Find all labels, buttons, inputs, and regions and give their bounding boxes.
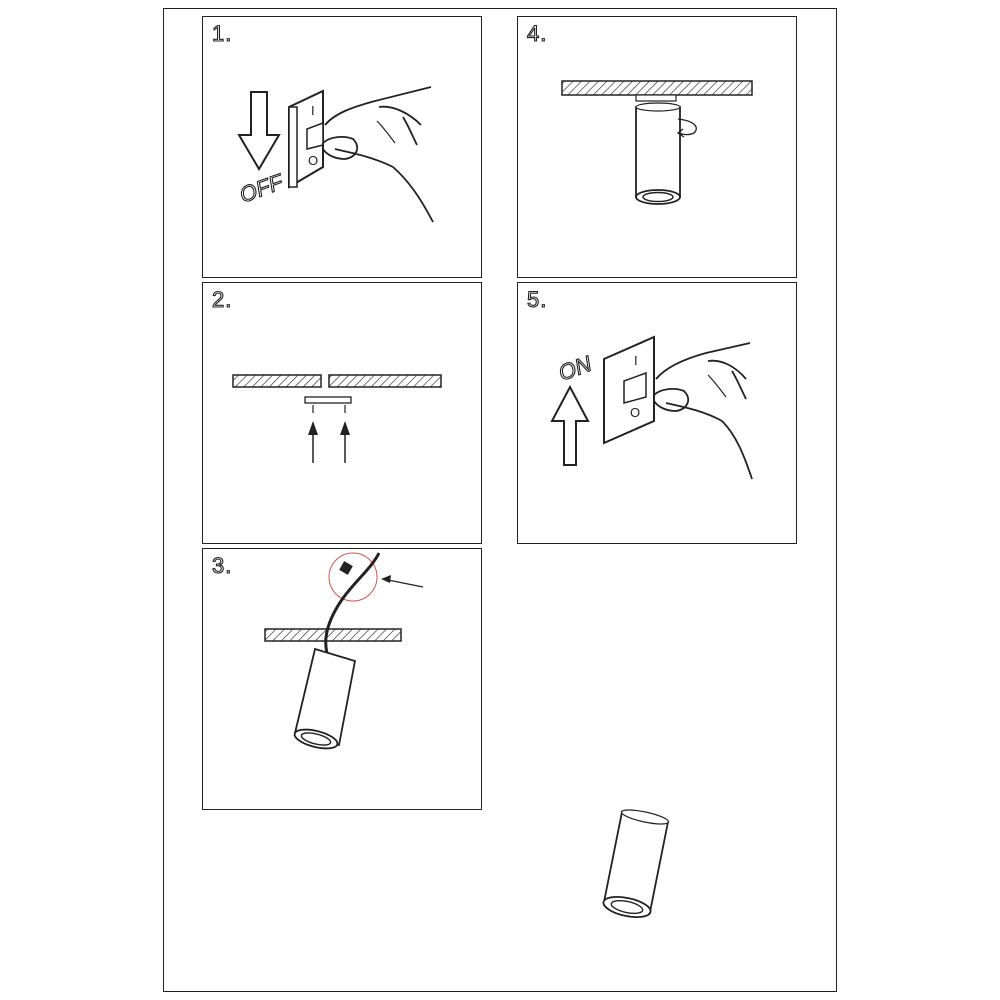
- step-5-panel: [517, 282, 797, 544]
- step-5-number: 5.: [527, 287, 548, 312]
- off-label: OFF: [236, 169, 287, 208]
- arrow-down-icon: [239, 92, 279, 169]
- ceiling-icon: [265, 629, 401, 641]
- step-1-illustration: [203, 17, 481, 277]
- step-1-panel: [202, 16, 482, 278]
- hand-icon: [654, 343, 752, 479]
- step-4-panel: [517, 16, 797, 278]
- step-2-panel: [202, 282, 482, 544]
- step-1-number: 1.: [212, 21, 233, 46]
- mounting-plate-icon: [305, 397, 351, 403]
- step-3-panel: [202, 548, 482, 810]
- wall-switch-icon: [289, 91, 323, 187]
- step-2-illustration: [203, 283, 481, 543]
- step-5-illustration: [518, 283, 796, 543]
- step-3-illustration: [203, 549, 481, 809]
- wire-connector-icon: [339, 561, 353, 575]
- hand-icon: [323, 87, 433, 222]
- screw-arrows-icon: [308, 405, 350, 463]
- pointer-arrow-icon: [381, 575, 423, 587]
- mounting-plate-icon: [636, 95, 676, 101]
- step-2-number: 2.: [212, 287, 233, 312]
- spotlight-icon: [636, 103, 680, 204]
- spotlight-icon: [293, 649, 355, 752]
- step-4-number: 4.: [527, 21, 548, 46]
- spotlight-icon: [602, 807, 670, 921]
- arrow-up-icon: [552, 387, 588, 465]
- step-4-illustration: [518, 17, 796, 277]
- switch-on-mark: I: [634, 353, 638, 368]
- ceiling-icon: [562, 81, 752, 95]
- on-label: ON: [555, 350, 595, 386]
- ceiling-left-icon: [233, 375, 321, 387]
- highlight-circle: [329, 553, 377, 601]
- switch-off-mark: O: [308, 153, 319, 168]
- step-3-number: 3.: [212, 553, 233, 578]
- spotlight-loose-illustration: [590, 800, 700, 940]
- ceiling-right-icon: [329, 375, 441, 387]
- switch-off-mark: O: [630, 405, 641, 420]
- switch-on-mark: I: [311, 103, 315, 118]
- wall-switch-icon: [604, 337, 654, 443]
